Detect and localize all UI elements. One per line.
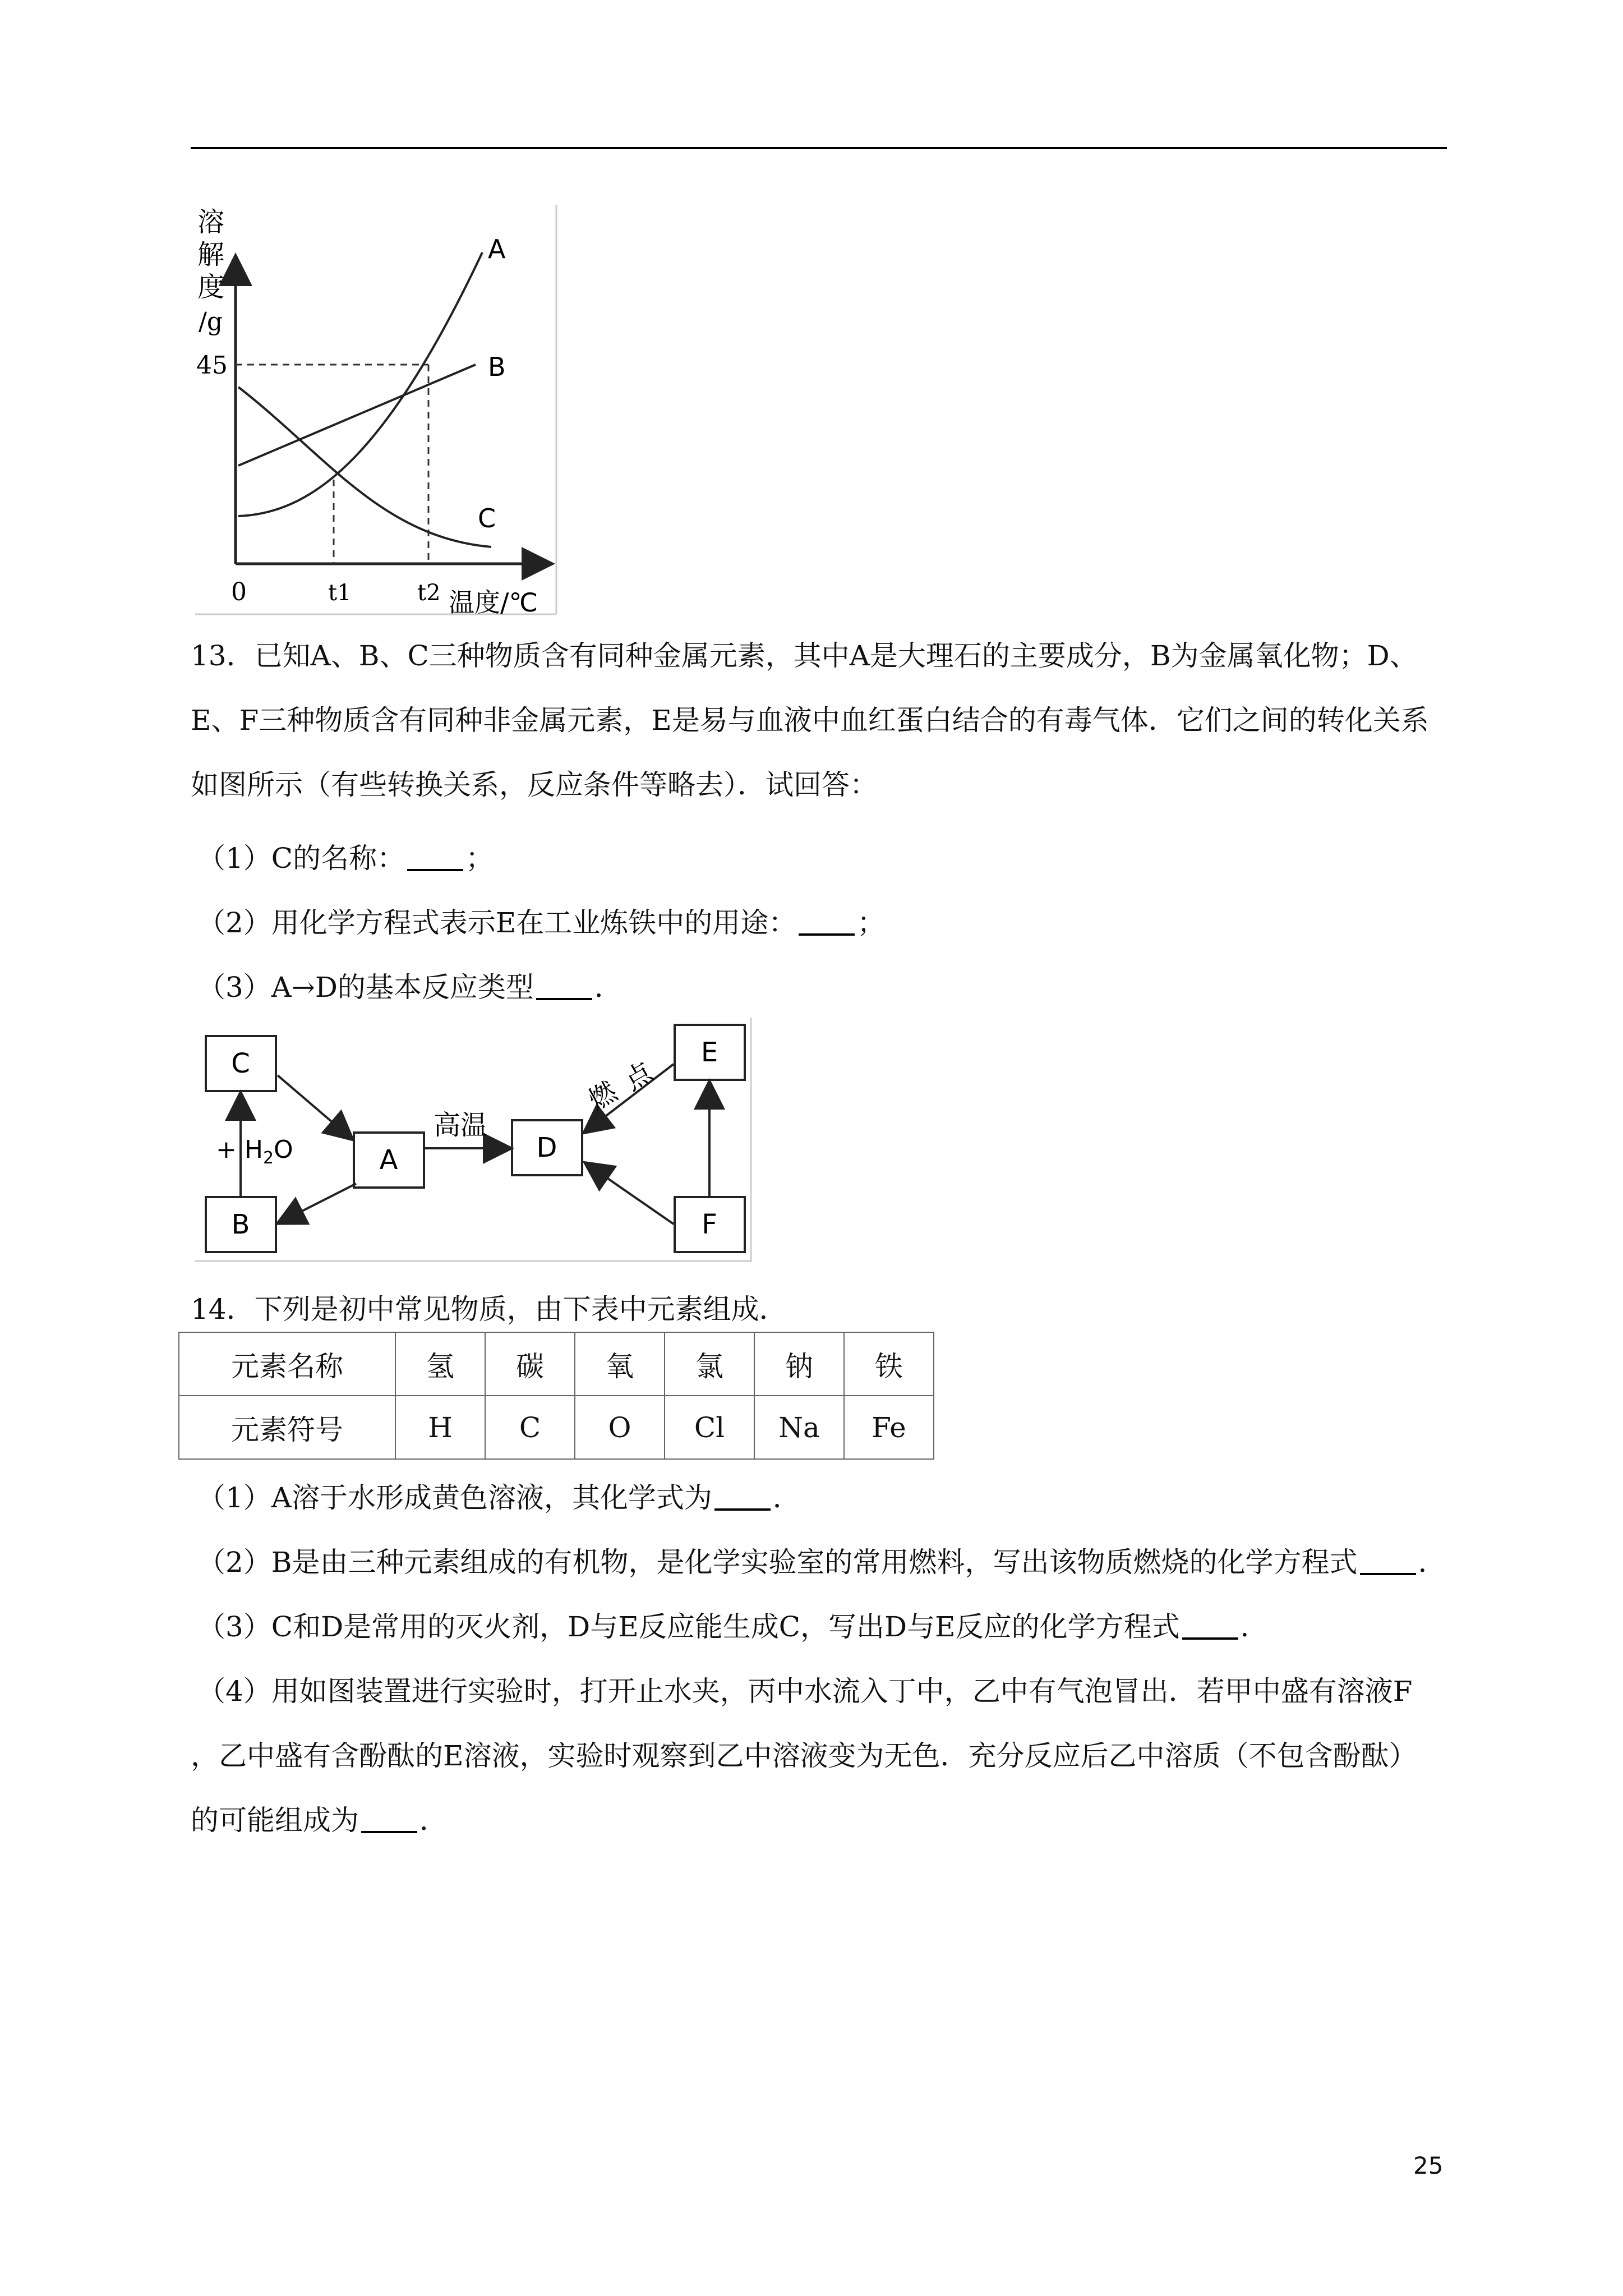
q14-answer-blank-4[interactable]: [361, 1802, 417, 1833]
q13-answer-blank-2[interactable]: [799, 904, 855, 936]
q13-part1-text: （1）C的名称：: [197, 842, 405, 875]
node-a-label: A: [379, 1144, 398, 1176]
q14-part1-text: （1）A溶于水形成黄色溶液，其化学式为: [197, 1481, 712, 1514]
q14-answer-blank-1[interactable]: [714, 1479, 771, 1511]
table-cell: 铁: [844, 1332, 934, 1396]
q13-part2-text: （2）用化学方程式表示E在工业炼铁中的用途：: [197, 907, 797, 939]
q14-part2: [197, 1540, 1446, 1580]
label-ignite-dian: 点: [619, 1056, 658, 1097]
node-c-label: C: [231, 1048, 250, 1079]
q13-answer-blank-1[interactable]: [407, 840, 463, 871]
table-cell: 钠: [754, 1332, 844, 1396]
q14-part3: [197, 1604, 1269, 1645]
q13-part1-end: ；: [465, 842, 494, 875]
page-number: 25: [1413, 2152, 1444, 2179]
header-rule: [191, 147, 1447, 149]
q14-intro: 14．下列是初中常见物质，由下表中元素组成．: [191, 1293, 787, 1326]
h2o-part-o: O: [274, 1135, 293, 1164]
table-row-symbols: [179, 1396, 934, 1459]
q13-part2: [197, 900, 885, 941]
q14-part1: [197, 1475, 801, 1516]
q13-part2-end: ；: [857, 907, 886, 939]
q14-part3-end: ．: [1240, 1611, 1269, 1643]
q13-intro: 13．已知A、B、C三种物质含有同种金属元素，其中A是大理石的主要成分，B为金属氧化物；D、E、F三种物质含有同种非金属元素，E是易与血液中血红蛋白结合的有毒气体．它们之间的转化关系如图所示（有些转换关系，反应条件等略去）．试回答：: [191, 639, 1429, 801]
q14-part4-end: ．: [419, 1804, 448, 1837]
q13-part3-text: （3）A→D的基本反应类型: [197, 971, 534, 1004]
label-ignite-ran: 燃: [583, 1075, 623, 1117]
h2o-part-sub: 2: [262, 1148, 274, 1168]
x-tick-t1: t1: [328, 580, 352, 606]
node-e-label: E: [700, 1037, 718, 1068]
table-row-names: [179, 1332, 934, 1396]
q14-part2-end: ．: [1418, 1546, 1446, 1579]
table-header-name: 元素名称: [179, 1332, 395, 1396]
solubility-chart: [191, 202, 561, 617]
curve-b: [238, 365, 476, 466]
x-tick-0: 0: [231, 578, 247, 606]
element-table: [178, 1332, 934, 1460]
q13-part3-end: ．: [594, 971, 623, 1004]
table-cell: Fe: [844, 1396, 934, 1459]
node-b-label: B: [231, 1209, 250, 1240]
reaction-diagram: [193, 1016, 754, 1263]
table-cell: C: [485, 1396, 575, 1459]
curve-c-label: C: [478, 503, 496, 533]
q14-part4-line2: ，乙中盛有含酚酞的E溶液，实验时观察到乙中溶液变为无色．充分反应后乙中溶质（不包含酚酞）: [191, 1740, 1417, 1772]
node-d-label: D: [536, 1132, 557, 1163]
q13-part1: [197, 836, 494, 876]
y-label-4: /g: [199, 307, 223, 336]
y-label-1: 溶: [197, 206, 225, 238]
q14-part1-end: ．: [772, 1481, 801, 1514]
table-cell: 氢: [395, 1332, 485, 1396]
table-cell: 氯: [665, 1332, 754, 1396]
h2o-part-h: + H: [216, 1135, 263, 1164]
q14-answer-blank-2[interactable]: [1360, 1544, 1416, 1575]
q14-answer-blank-3[interactable]: [1182, 1608, 1238, 1640]
y-tick-45: 45: [196, 351, 228, 380]
table-cell: 碳: [485, 1332, 575, 1396]
edge-f-to-d: [586, 1163, 674, 1224]
curve-a: [238, 252, 482, 516]
label-plus-h2o: [216, 1135, 293, 1168]
y-label-3: 度: [197, 272, 225, 303]
q14-part4-text: 的可能组成为: [191, 1804, 359, 1837]
table-cell: 氧: [575, 1332, 665, 1396]
q14-part4-line1: （4）用如图装置进行实验时，打开止水夹，丙中水流入丁中，乙中有气泡冒出．若甲中盛有溶液F: [197, 1675, 1413, 1708]
node-f-label: F: [702, 1209, 717, 1240]
curve-a-label: A: [488, 234, 506, 264]
q14-part2-text: （2）B是由三种元素组成的有机物，是化学实验室的常用燃料，写出该物质燃烧的化学方程式: [197, 1546, 1358, 1579]
x-axis-label: 温度/℃: [449, 587, 538, 617]
edge-c-to-a: [278, 1075, 352, 1139]
label-high-temp: 高温: [434, 1110, 488, 1141]
table-cell: O: [575, 1396, 665, 1459]
table-header-symbol: 元素符号: [179, 1396, 395, 1459]
q14-part3-text: （3）C和D是常用的灭火剂，D与E反应能生成C，写出D与E反应的化学方程式: [197, 1611, 1180, 1643]
table-cell: H: [395, 1396, 485, 1459]
table-cell: Na: [754, 1396, 844, 1459]
x-tick-t2: t2: [417, 580, 441, 606]
q13-answer-blank-3[interactable]: [536, 969, 592, 1000]
q13-part3: [197, 965, 623, 1005]
q14-part4-line3: [191, 1798, 448, 1838]
curve-b-label: B: [488, 352, 506, 382]
table-cell: Cl: [665, 1396, 754, 1459]
edge-a-to-b: [279, 1184, 356, 1223]
y-label-2: 解: [197, 239, 225, 270]
